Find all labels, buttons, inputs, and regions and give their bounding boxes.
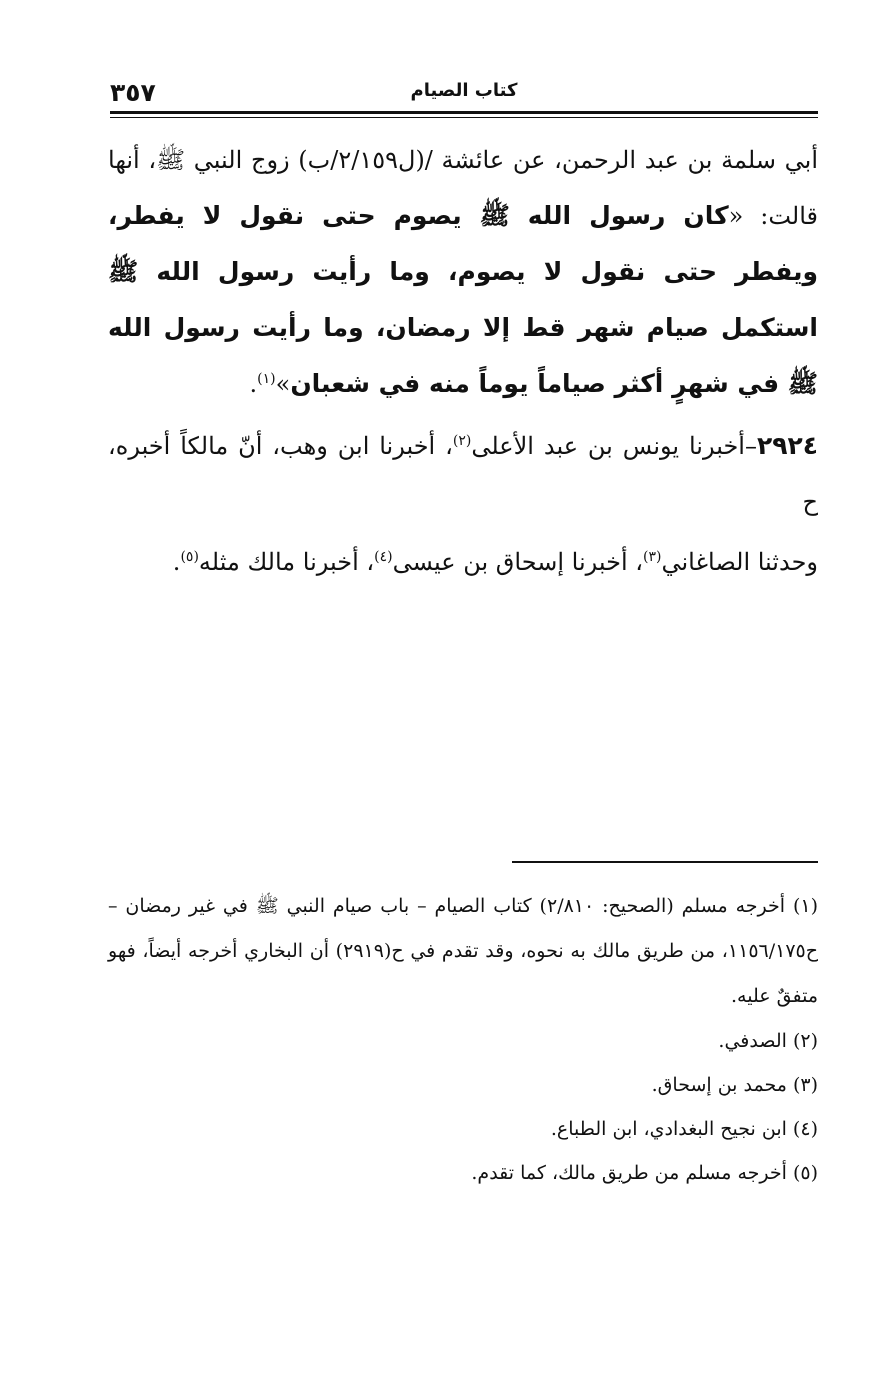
full-stop: . bbox=[249, 370, 258, 398]
footnote-ref: (٥) bbox=[180, 549, 199, 565]
footnote-5: (٥) أخرجه مسلم من طريق مالك، كما تقدم. bbox=[471, 1162, 818, 1184]
header-rule-thin bbox=[110, 117, 818, 118]
footnote-ref: (١) bbox=[257, 371, 276, 387]
isnad-text: وحدثنا الصاغاني bbox=[661, 548, 818, 576]
footnote-ref: (٤) bbox=[374, 549, 393, 565]
hadith-2924-paragraph bbox=[108, 418, 818, 530]
running-title: كتاب الصيام bbox=[410, 80, 518, 101]
footnote-1: (١) أخرجه مسلم (الصحيح: ٢/٨١٠) كتاب الصيام – باب صيام النبي ﷺ في غير رمضان – ح١١٥٦/١٧٥، من طريق مالك به نحوه، وقد تقدم في ح(٢٩١٩) أن البخاري أخرجه أيضاً، فهو متفقٌ عليه. bbox=[108, 895, 819, 1007]
hadith-text: كان رسول الله ﷺ يصوم حتى نقول لا يفطر، ويفطر حتى نقول لا يصوم، وما رأيت رسول الله ﷺ استكمل صيام شهر قط إلا رمضان، وما رأيت رسول الله ﷺ في شهرٍ أكثر صياماً يوماً منه في شعبان bbox=[108, 201, 818, 398]
full-stop: . bbox=[172, 548, 181, 576]
isnad-text: ، أخبرنا إسحاق بن عيسى bbox=[392, 548, 643, 576]
isnad-continuation: أبي سلمة بن عبد الرحمن، عن عائشة /(ل٢/١٥٩/ب) زوج النبي ﷺ، أنها قالت: « bbox=[108, 146, 819, 230]
isnad-text: –أخبرنا يونس بن عبد الأعلى bbox=[471, 432, 757, 460]
footnote-2: (٢) الصدفي. bbox=[718, 1030, 818, 1052]
hadith-paragraph bbox=[108, 132, 818, 412]
footnote-separator bbox=[512, 861, 818, 863]
main-text bbox=[108, 132, 818, 590]
closing-quote: » bbox=[275, 370, 291, 398]
header-rule bbox=[110, 111, 818, 114]
footnote-ref: (٢) bbox=[452, 433, 472, 449]
isnad-text: ، أخبرنا مالك مثله bbox=[198, 548, 375, 576]
page-number: ٣٥٧ bbox=[110, 78, 156, 107]
footnotes bbox=[108, 884, 818, 1195]
isnad-text: ، أخبرنا ابن وهب، أنّ مالكاً أخبره، ح bbox=[108, 432, 818, 516]
footnote-3: (٣) محمد بن إسحاق. bbox=[651, 1074, 818, 1096]
second-isnad-paragraph bbox=[108, 534, 818, 590]
hadith-number: ٢٩٢٤ bbox=[756, 431, 819, 460]
footnote-ref: (٣) bbox=[642, 549, 662, 565]
footnote-4: (٤) ابن نجيح البغدادي، ابن الطباع. bbox=[550, 1118, 818, 1140]
